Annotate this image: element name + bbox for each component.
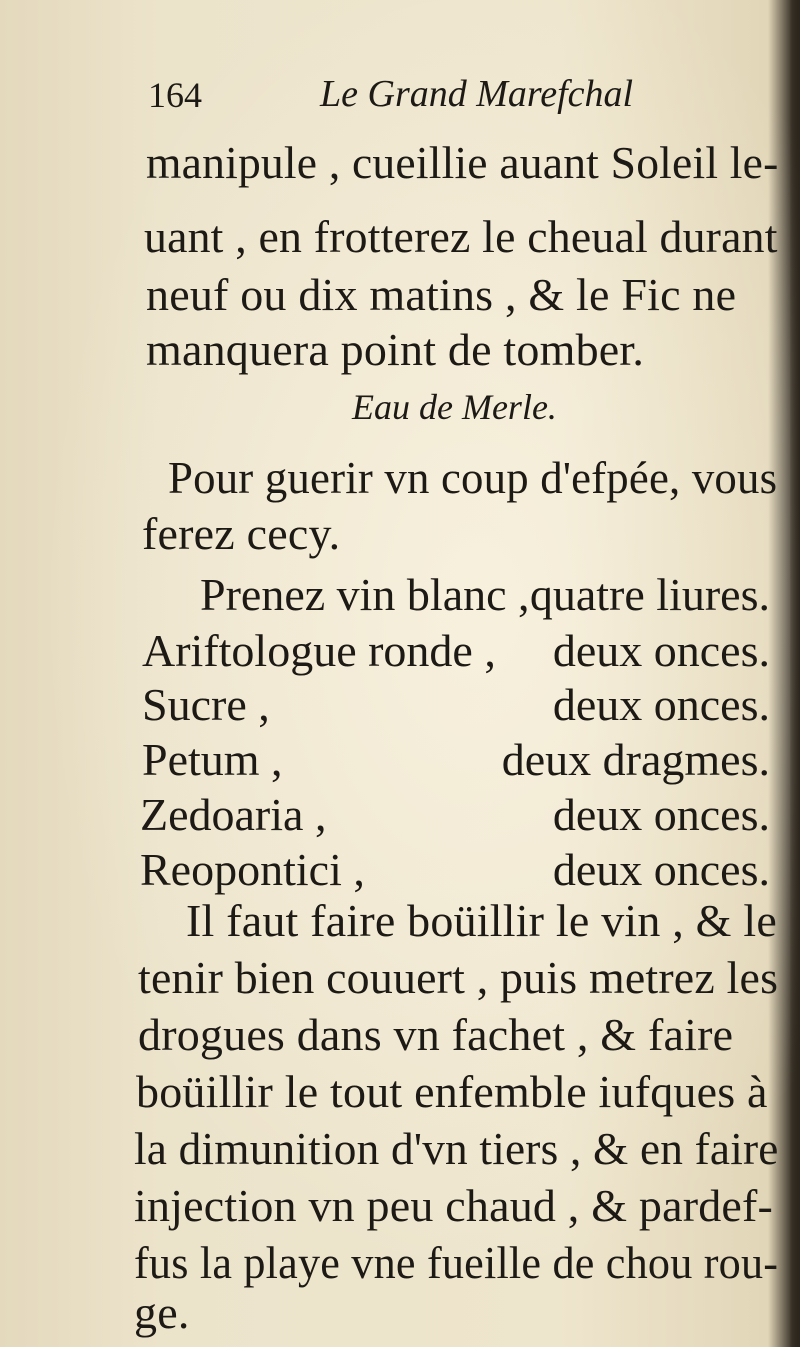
ingredient-quantity: deux dragmes. <box>501 734 770 785</box>
text-line: la dimunition d'vn tiers , & en faire <box>134 1123 779 1174</box>
text-line: Il faut faire boüillir le vin , & le <box>186 895 777 946</box>
page-number: 164 <box>148 75 202 115</box>
ingredient-name: Petum , <box>142 734 283 785</box>
page-edge-shadow <box>790 0 800 1347</box>
text-line: boüillir le tout enfemble iufques à <box>136 1066 768 1117</box>
ingredient-quantity: deux onces. <box>552 625 770 676</box>
ingredient-name: Sucre , <box>142 679 270 730</box>
ingredient-name: Prenez vin blanc , <box>200 569 530 620</box>
ingredient-quantity: deux onces. <box>552 679 770 730</box>
page-header <box>148 72 708 122</box>
ingredient-name: Reopontici , <box>140 844 365 895</box>
text-line: ferez cecy. <box>142 508 341 559</box>
running-title: Le Grand Marefchal <box>320 73 634 115</box>
text-line: manquera point de tomber. <box>146 324 645 375</box>
text-line: fus la playe vne fueille de chou rou- <box>134 1237 779 1288</box>
ingredient-quantity: deux onces. <box>552 789 770 840</box>
text-line: tenir bien couuert , puis metrez les <box>138 952 779 1003</box>
text-line: ge. <box>134 1287 190 1338</box>
text-line: drogues dans vn fachet , & faire <box>138 1009 734 1060</box>
text-line: neuf ou dix matins , & le Fic ne <box>146 269 737 320</box>
text-line: Pour guerir vn coup d'efpée, vous <box>168 452 778 503</box>
text-line: uant , en frotterez le cheual durant <box>144 211 778 262</box>
ingredient-name: Ariftologue ronde , <box>142 625 496 676</box>
section-heading: Eau de Merle. <box>352 387 557 427</box>
ingredient-name: Zedoaria , <box>140 789 327 840</box>
ingredient-quantity: deux onces. <box>552 844 770 895</box>
text-line: manipule , cueillie auant Soleil le- <box>146 137 779 188</box>
ingredient-quantity: quatre liures. <box>529 569 770 620</box>
text-line: injection vn peu chaud , & pardef- <box>134 1180 774 1231</box>
